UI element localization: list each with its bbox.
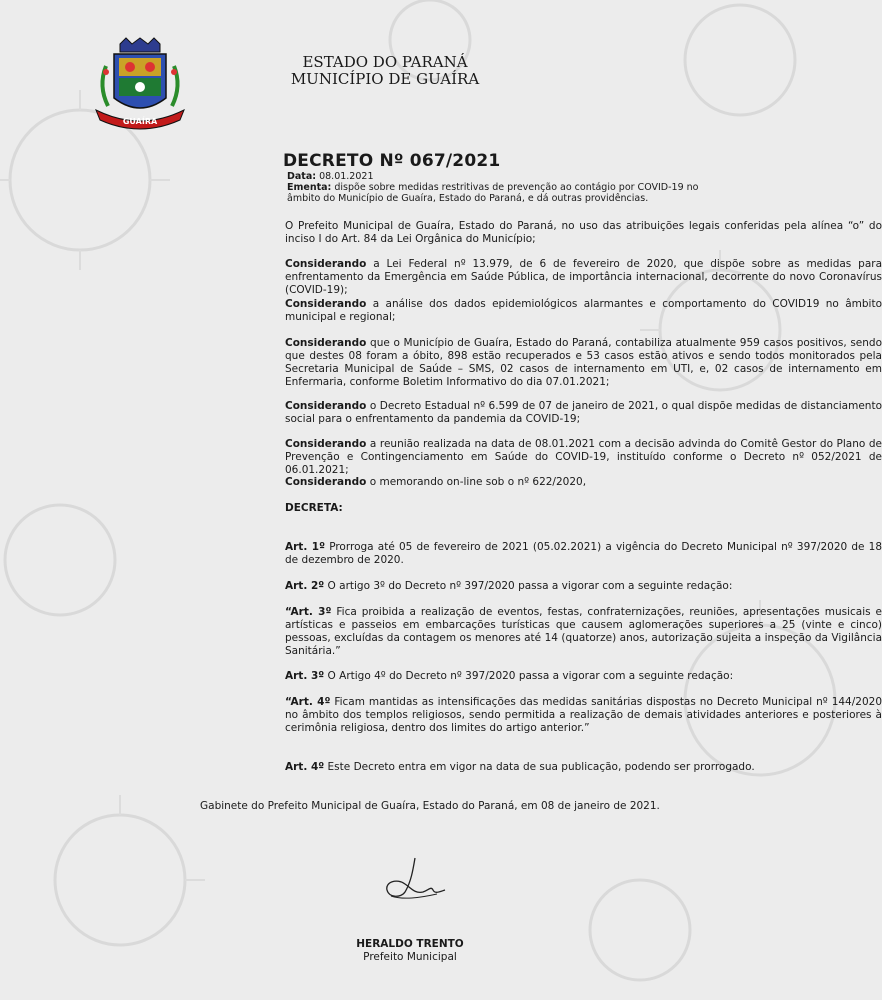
document-header: [250, 54, 520, 88]
municipal-crest-logo: [92, 36, 188, 138]
article-1: Art. 1º Prorroga até 05 de fevereiro de 2021 (05.02.2021) a vigência do Decreto Municipal nº 397/2020 de 18 de dezembro de 2020.: [285, 541, 882, 566]
preamble: O Prefeito Municipal de Guaíra, Estado do Paraná, no uso das atribuições legais conferidas pela alínea “o” do inciso I do Art. 84 da Lei Orgânica do Município;: [285, 220, 882, 245]
article-4: Art. 4º Este Decreto entra em vigor na data de sua publicação, podendo ser prorrogado.: [285, 761, 755, 773]
signatory-name: HERALDO TRENTO: [356, 938, 464, 950]
article-3-quote: “Art. 4º Ficam mantidas as intensificações das medidas sanitárias dispostas no Decreto Municipal nº 144/2020 no âmbito dos templos religiosos, sendo permitida a realização de demais atividades anteriores e posteriores à cerimônia religiosa, dentro dos limites do artigo anterior.”: [285, 696, 882, 734]
closing-line: Gabinete do Prefeito Municipal de Guaíra, Estado do Paraná, em 08 de janeiro de 2021.: [200, 800, 660, 812]
considerando-3: Considerando que o Município de Guaíra, Estado do Paraná, contabiliza atualmente 959 casos positivos, sendo que destes 08 foram a óbito, 898 estão recuperados e 53 casos estão ativos e sendo todos monitorados pela Secretaria Municipal de Saúde – SMS, 02 casos de internamento em UTI, e, 02 casos de internamento em Enfermaria, conforme Boletim Informativo do dia 07.01.2021;: [285, 337, 882, 388]
considerando-4: Considerando o Decreto Estadual nº 6.599 de 07 de janeiro de 2021, o qual dispõe medidas de distanciamento social para o enfrentamento da pandemia da COVID-19;: [285, 400, 882, 425]
date-line: Data: 08.01.2021: [287, 171, 374, 182]
ementa-line: Ementa: dispõe sobre medidas restritivas de prevenção ao contágio por COVID-19 no âmbito do Município de Guaíra, Estado do Paraná, e dá outras providências.: [287, 182, 699, 204]
municipality-name: MUNICÍPIO DE GUAÍRA: [290, 70, 480, 88]
considerando-2: Considerando a análise dos dados epidemiológicos alarmantes e comportamento do COVID19 no âmbito municipal e regional;: [285, 298, 882, 323]
article-3: Art. 3º O Artigo 4º do Decreto nº 397/2020 passa a vigorar com a seguinte redação:: [285, 670, 734, 682]
considerando-1: Considerando a Lei Federal nº 13.979, de 6 de fevereiro de 2020, que dispõe sobre as medidas para enfrentamento da Emergência em Saúde Pública, de importância internacional, decorrente do novo Coronavírus (COVID-19);: [285, 258, 882, 296]
considerando-6: Considerando o memorando on-line sob o nº 622/2020,: [285, 476, 587, 488]
signatory-role: Prefeito Municipal: [363, 951, 457, 963]
decree-title: DECRETO Nº 067/2021: [283, 151, 501, 171]
considerando-5: Considerando a reunião realizada na data de 08.01.2021 com a decisão advinda do Comitê Gestor do Plano de Prevenção e Contingenciamento em Saúde do COVID-19, instituído conforme o Decreto nº 052/2021 de 06.01.2021;: [285, 438, 882, 476]
state-name: ESTADO DO PARANÁ: [302, 53, 468, 71]
crest-label: GUAÍRA: [122, 117, 158, 126]
decreta-heading: DECRETA:: [285, 502, 343, 514]
article-2: Art. 2º O artigo 3º do Decreto nº 397/2020 passa a vigorar com a seguinte redação:: [285, 580, 733, 592]
decree-meta: [287, 171, 715, 204]
article-2-quote: “Art. 3º Fica proibida a realização de eventos, festas, confraternizações, reuniões, apresentações musicais e artísticas e passeios em embarcações turísticas que causem aglomerações superiores a 25 (vinte e cinco) pessoas, excluídas da contagem os menores até 14 (quatorze) anos, autorização sujeita a inspeção da Vigilância Sanitária.”: [285, 606, 882, 657]
handwritten-signature: [375, 856, 455, 908]
